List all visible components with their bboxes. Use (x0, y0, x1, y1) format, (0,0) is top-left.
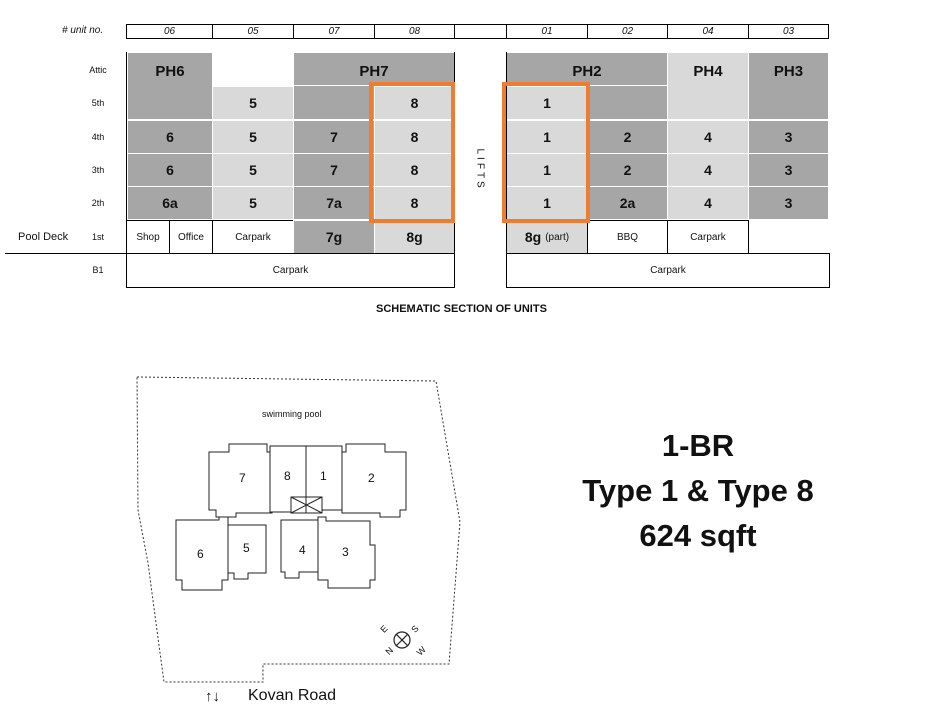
unit-no-label: # unit no. (62, 25, 104, 36)
unit-8-2th: 8 (374, 186, 455, 220)
section-caption: SCHEMATIC SECTION OF UNITS (376, 303, 547, 315)
unit-header-03: 03 (748, 24, 829, 39)
compass-n: N (383, 645, 396, 657)
unit-7g: 7g (293, 220, 375, 254)
unit-1-5th: 1 (506, 86, 588, 120)
unit-3-3th: 3 (748, 153, 829, 187)
ph4-label: PH4 (693, 63, 723, 80)
unit-7a-2th: 7a (293, 186, 375, 220)
plan-label-6: 6 (197, 547, 204, 561)
unit-8-4th: 8 (374, 120, 455, 154)
info-bedrooms: 1-BR (661, 428, 735, 463)
unit-5-3th: 5 (212, 153, 294, 187)
road-label: Kovan Road (248, 687, 337, 704)
unit-header-01: 01 (506, 24, 588, 39)
unit-4-3th: 4 (667, 153, 749, 187)
floor-label-5th: 5th (91, 98, 105, 108)
unit-2a-2th: 2a (587, 186, 668, 220)
unit-2-4th: 2 (587, 120, 668, 154)
info-size: 624 sqft (639, 518, 757, 553)
unit-5-2th: 5 (212, 186, 294, 220)
floor-label-2th: 2th (91, 198, 105, 208)
unit-8g-part-label: 8g (524, 229, 542, 245)
unit-3-4th: 3 (748, 120, 829, 154)
first-carpark-left: Carpark (212, 220, 294, 254)
unit-2-3th: 2 (587, 153, 668, 187)
unit-header-05: 05 (212, 24, 294, 39)
unit-1-4th: 1 (506, 120, 588, 154)
unit-header-02: 02 (587, 24, 668, 39)
lifts-label: LIFTS (474, 148, 486, 191)
info-types: Type 1 & Type 8 (582, 473, 814, 508)
unit-7-4th: 7 (293, 120, 375, 154)
first-bbq: BBQ (587, 220, 668, 254)
unit-header-08: 08 (374, 24, 455, 39)
plan-label-1: 1 (320, 469, 327, 483)
first-carpark-right: Carpark (667, 220, 749, 254)
plan-label-3: 3 (342, 545, 349, 559)
plan-label-4: 4 (299, 543, 306, 557)
pool-deck-label: Pool Deck (18, 231, 69, 243)
unit-3-2th: 3 (748, 186, 829, 220)
floor-label-3th: 3th (91, 165, 105, 175)
unit-6-4th: 6 (127, 120, 213, 154)
compass-icon (394, 632, 410, 648)
first-shop: Shop (126, 220, 170, 254)
floor-label-b1: B1 (92, 265, 104, 275)
unit-8g: 8g (374, 220, 455, 254)
compass-w: W (414, 644, 428, 658)
ph3-label: PH3 (773, 63, 804, 80)
ph7-label: PH7 (359, 63, 389, 80)
unit-5-5th: 5 (212, 86, 294, 120)
unit-header-04: 04 (667, 24, 749, 39)
plan-label-7: 7 (239, 471, 246, 485)
unit-4-2th: 4 (667, 186, 749, 220)
compass-e: E (378, 623, 390, 635)
b1-carpark-right: Carpark (506, 253, 830, 288)
unit-7-3th: 7 (293, 153, 375, 187)
pool-label: swimming pool (262, 409, 322, 419)
ph2-label: PH2 (572, 63, 602, 80)
b1-carpark-left: Carpark (126, 253, 455, 288)
unit-5-4th: 5 (212, 120, 294, 154)
floor-label-attic: Attic (89, 65, 107, 75)
unit-1-3th: 1 (506, 153, 588, 187)
unit-1-2th: 1 (506, 186, 588, 220)
unit-8-3th: 8 (374, 153, 455, 187)
compass-s: S (409, 623, 421, 635)
plan-label-8: 8 (284, 469, 291, 483)
unit-header-07: 07 (293, 24, 375, 39)
ph6-label: PH6 (155, 63, 185, 80)
plan-label-2: 2 (368, 471, 375, 485)
plan-label-5: 5 (243, 541, 250, 555)
road-arrows-icon: ↑↓ (205, 688, 220, 705)
unit-4-4th: 4 (667, 120, 749, 154)
floor-label-4th: 4th (91, 132, 105, 142)
first-office: Office (169, 220, 213, 254)
unit-header-06: 06 (126, 24, 213, 39)
unit-6-3th: 6 (127, 153, 213, 187)
unit-8-5th: 8 (374, 86, 455, 120)
unit-8g-part-note: (part) (545, 231, 570, 243)
floor-label-1st: 1st (91, 232, 104, 242)
unit-6a-2th: 6a (127, 186, 213, 220)
